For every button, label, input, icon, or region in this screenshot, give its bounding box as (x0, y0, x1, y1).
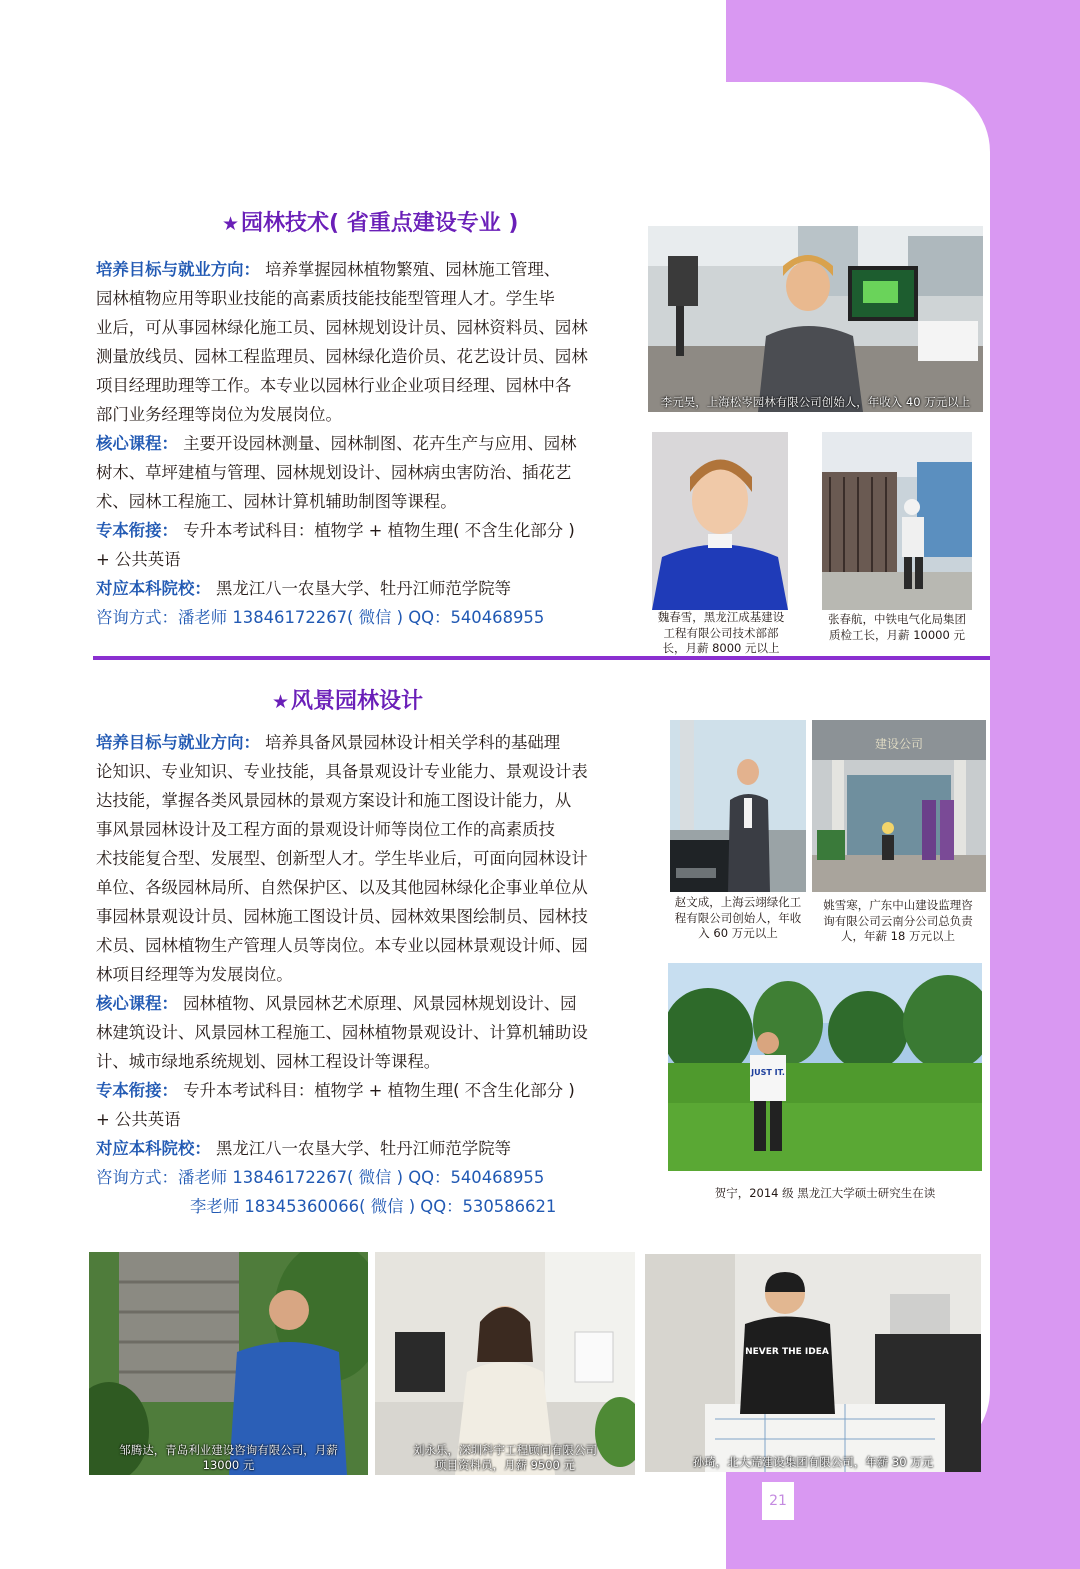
link-text: 专升本考试科目：植物学 + 植物生理( 不含生化部分 ) (177, 1081, 575, 1100)
caption-line: 工程有限公司技术部部 (663, 625, 779, 640)
caption-line: 程有限公司创始人，年收 (674, 910, 802, 925)
star-icon: ★ (272, 691, 290, 713)
portrait-image (652, 432, 788, 610)
caption-line: 张春航，中铁电气化局集团 (828, 612, 966, 626)
caption-line: 姚雪寒，广东中山建设监理咨 (823, 898, 973, 912)
goal-text: 单位、各级园林局所、自然保护区、以及其他园林绿化企事业单位从 (96, 878, 588, 897)
goal-label: 培养目标与就业方向： (96, 733, 260, 752)
univ-text: 黑龙江八一农垦大学、牡丹江师范学院等 (210, 579, 511, 598)
photo6-caption: 贺宁，2014 级 黑龙江大学硕士研究生在读 (714, 1186, 936, 1200)
photo-caption: 李元昊，上海松岑园林有限公司创始人，年收入 40 万元以上 (660, 395, 971, 409)
section1-title: 园林技术( 省重点建设专业 ) (241, 211, 519, 236)
univ-label: 对应本科院校： (96, 1139, 211, 1158)
section2-title: 风景园林设计 (291, 689, 424, 714)
course-text: 计、城市绿地系统规划、园林工程设计等课程。 (96, 1052, 441, 1071)
contact-text: 咨询方式：潘老师 13846172267( 微信 ) QQ：540468955 (96, 1168, 545, 1187)
building-sign: 建设公司 (874, 737, 924, 751)
goal-text: 培养具备风景园林设计相关学科的基础理 (259, 733, 561, 752)
contact-text: 咨询方式：潘老师 13846172267( 微信 ) QQ：540468955 (96, 608, 545, 627)
caption-line: 赵文成，上海云翊绿化工 (674, 895, 802, 909)
caption-line: 刘永乐，深圳科宇工程顾问有限公司 (413, 1443, 597, 1457)
goal-text: 项目经理助理等工作。本专业以园林行业企业项目经理、园林中各 (96, 376, 572, 395)
univ-text: 黑龙江八一农垦大学、牡丹江师范学院等 (210, 1139, 511, 1158)
photo-man-on-lawn (668, 963, 982, 1171)
stairs-scene-image (89, 1252, 368, 1475)
goal-text: 术员、园林植物生产管理人员等岗位。本专业以园林景观设计师、园 (96, 936, 588, 955)
section1-heading (222, 206, 518, 237)
photo-building-entrance (812, 720, 986, 892)
caption-line: 质检工长，月薪 10000 元 (829, 627, 965, 642)
univ-label: 对应本科院校： (96, 579, 211, 598)
course-text: 术、园林工程施工、园林计算机辅助制图等课程。 (96, 492, 457, 511)
caption-line: 长，月薪 8000 元以上 (662, 641, 780, 655)
course-text: 树木、草坪建植与管理、园林规划设计、园林病虫害防治、插花艺 (96, 463, 572, 482)
photo-caption (89, 1443, 368, 1473)
course-text: 园林植物、风景园林艺术原理、风景园林规划设计、园 (177, 994, 577, 1013)
course-text: 主要开设园林测量、园林制图、花卉生产与应用、园林 (177, 434, 577, 453)
link-text: + 公共英语 (96, 1110, 181, 1129)
photo-construction-gate (822, 432, 972, 610)
caption-line: 入 60 万元以上 (698, 926, 778, 940)
photo-bottom-stairs (89, 1252, 368, 1475)
building-scene-image (812, 720, 986, 892)
photo-bottom-drafting (645, 1254, 981, 1472)
section1-body (96, 255, 636, 632)
caption-line: 邹腾达，青岛利业建设咨询有限公司，月薪 (119, 1443, 338, 1457)
goal-text: 事风景园林设计及工程方面的景观设计师等岗位工作的高素质技 (96, 820, 555, 839)
contact-text-2: 李老师 18345360066( 微信 ) QQ：530586621 (190, 1197, 557, 1216)
caption-line: 13000 元 (202, 1458, 255, 1472)
goal-text: 园林植物应用等职业技能的高素质技能技能型管理人才。学生毕 (96, 289, 555, 308)
section2-heading (272, 684, 423, 715)
course-text: 林建筑设计、风景园林工程施工、园林植物景观设计、计算机辅助设 (96, 1023, 588, 1042)
shirt-print: JUST IT. (751, 1068, 785, 1077)
drafting-scene-image (645, 1254, 981, 1472)
caption-line: 魏春雪，黑龙江成基建设 (657, 610, 785, 624)
link-label: 专本衔接： (96, 521, 178, 540)
section2-body (96, 728, 644, 1221)
photo-caption (375, 1443, 635, 1473)
photo3-caption (818, 612, 976, 643)
photo4-caption (666, 895, 810, 942)
caption-line: 询有限公司云南分公司总负责 (823, 913, 973, 928)
page-top-margin (0, 0, 726, 90)
goal-text: 测量放线员、园林工程监理员、园林绿化造价员、花艺设计员、园林 (96, 347, 588, 366)
photo-office-designer (648, 226, 983, 412)
course-label: 核心课程： (96, 994, 178, 1013)
link-text: + 公共英语 (96, 550, 181, 569)
link-label: 专本衔接： (96, 1081, 178, 1100)
photo2-caption (648, 610, 794, 657)
goal-label: 培养目标与就业方向： (96, 260, 260, 279)
section-divider (93, 656, 990, 660)
photo-man-with-car (670, 720, 806, 892)
office-scene-image (648, 226, 983, 412)
office-woman-image (375, 1252, 635, 1475)
lawn-scene-image (668, 963, 982, 1171)
goal-text: 培养掌握园林植物繁殖、园林施工管理、 (259, 260, 561, 279)
goal-text: 论知识、专业知识、专业技能，具备景观设计专业能力、景观设计表 (96, 762, 588, 781)
car-scene-image (670, 720, 806, 892)
page-number: 21 (762, 1482, 794, 1520)
goal-text: 林项目经理等为发展岗位。 (96, 965, 293, 984)
star-icon: ★ (222, 213, 240, 235)
caption-line: 项目资料员，月薪 9500 元 (434, 1458, 576, 1472)
photo-bottom-office-woman (375, 1252, 635, 1475)
photo-caption: 孙琦，北大荒建设集团有限公司，年薪 30 万元 (692, 1455, 934, 1469)
goal-text: 部门业务经理等岗位为发展岗位。 (96, 405, 342, 424)
goal-text: 事园林景观设计员、园林施工图设计员、园林效果图绘制员、园林技 (96, 907, 588, 926)
caption-line: 人，年薪 18 万元以上 (841, 929, 955, 943)
goal-text: 业后，可从事园林绿化施工员、园林规划设计员、园林资料员、园林 (96, 318, 588, 337)
photo-portrait-woman (652, 432, 788, 610)
shirt-print: NEVER THE IDEA (745, 1347, 829, 1357)
link-text: 专升本考试科目：植物学 + 植物生理( 不含生化部分 ) (177, 521, 575, 540)
goal-text: 达技能，掌握各类风景园林的景观方案设计和施工图设计能力，从 (96, 791, 572, 810)
photo5-caption (808, 898, 988, 945)
gate-scene-image (822, 432, 972, 610)
goal-text: 术技能复合型、发展型、创新型人才。学生毕业后，可面向园林设计 (96, 849, 588, 868)
course-label: 核心课程： (96, 434, 178, 453)
